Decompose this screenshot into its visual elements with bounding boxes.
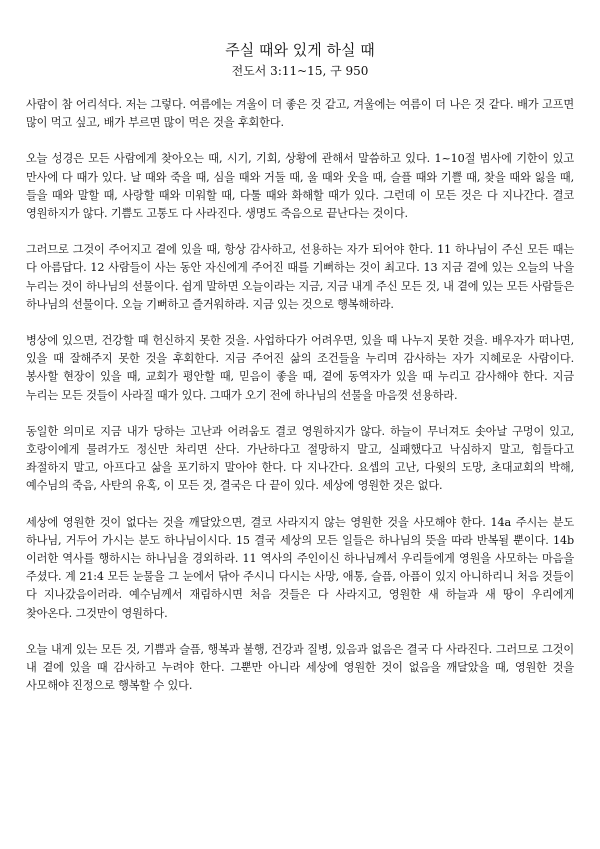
page-title: 주실 때와 있게 하실 때: [225, 41, 375, 59]
paragraph-2: 오늘 성경은 모든 사람에게 찾아오는 때, 시기, 기회, 상황에 관해서 말씀하고 있다. 1~10절 범사에 기한이 있고 만사에 다 때가 있다. 날 때와 죽을 때, 심을 때와 거둘 때, 울 때와 웃을 때, 슬플 때와 기쁠 때, 찾을 때와 잃을 때, 들을 때와 말할 때, 사랑할 때와 미워할 때, 다툴 때와 화해할 때가 있다. 그런데 이 모든 것은 다 지나간다. 결코 영원하지가 않다. 기쁨도 고통도 다 사라진다. 생명도 죽음으로 끝난다는 것이다.: [26, 152, 574, 221]
paragraph-4: 병상에 있으면, 건강할 때 헌신하지 못한 것을. 사업하다가 어려우면, 있을 때 나누지 못한 것을. 배우자가 떠나면, 있을 때 잘해주지 못한 것을 후회한다. 지금 주어진 삶의 조건들을 누리며 감사하는 자가 지혜로운 사람이다. 봉사할 현장이 있을 때, 교회가 평안할 때, 믿음이 좋을 때, 곁에 동역자가 있을 때 누리고 감사해야 한다. 지금 누리는 모든 것들이 사라질 때가 있다. 그때가 오기 전에 하나님의 선물을 마음껏 선용하라.: [26, 334, 574, 402]
paragraph-1: 사람이 참 어리석다. 저는 그렇다. 여름에는 겨울이 더 좋은 것 같고, 겨울에는 여름이 더 나은 것 같다. 배가 고프면 많이 먹고 싶고, 배가 부르면 많이 먹은 것을 후회한다.: [26, 98, 574, 130]
paragraph-3: 그러므로 그것이 주어지고 곁에 있을 때, 항상 감사하고, 선용하는 자가 되어야 한다. 11 하나님이 주신 모든 때는 다 아름답다. 12 사람들이 사는 동안 자신에게 주어진 때를 기뻐하는 것이 최고다. 13 지금 곁에 있는 오늘의 낙을 누리는 것이 하나님의 선물이다. 쉽게 말하면 오늘이라는 지금, 지금 내게 주신 모든 것, 내 곁에 있는 모든 사람들은 하나님의 선물이다. 오늘 기뻐하고 즐거워하라. 지금 있는 것으로 행복해하라.: [26, 243, 574, 311]
paragraph-6: 세상에 영원한 것이 없다는 것을 깨달았으면, 결코 사라지지 않는 영원한 것을 사모해야 한다. 14a 주시는 분도 하나님, 거두어 가시는 분도 하나님이시다. 15 결국 세상의 모든 일들은 하나님의 뜻을 따라 반복될 뿐이다. 14b 이러한 역사를 행하시는 하나님을 경외하라. 11 역사의 주인이신 하나님께서 우리들에게 영원을 사모하는 마음을 주셨다. 계 21:4 모든 눈물을 그 눈에서 닦아 주시니 다시는 사망, 애통, 슬픔, 아픔이 있지 아니하리니 처음 것들이 다 지나갔음이러라. 예수님께서 재림하시면 처음 것들은 다 사라지고, 영원한 새 하늘과 새 땅이 우리에게 찾아온다. 그것만이 영원하다.: [26, 515, 574, 620]
paragraph-7: 오늘 내게 있는 모든 것, 기쁨과 슬픔, 행복과 불행, 건강과 질병, 있음과 없음은 결국 다 사라진다. 그러므로 그것이 내 곁에 있을 때 감사하고 누려야 한다. 그뿐만 아니라 세상에 영원한 것이 없음을 깨달았을 때, 영원한 것을 사모해야 진정으로 행복할 수 있다.: [26, 642, 574, 693]
scripture-reference: 전도서 3:11~15, 구 950: [231, 64, 369, 78]
paragraph-5: 동일한 의미로 지금 내가 당하는 고난과 어려움도 결코 영원하지가 않다. 하늘이 무너져도 솟아날 구멍이 있고, 호랑이에게 물려가도 정신만 차리면 산다. 가난하다고 절망하지 말고, 실패했다고 낙심하지 말고, 힘들다고 좌절하지 말고, 아프다고 삶을 포기하지 말아야 한다. 다 지나간다. 요셉의 고난, 다윗의 도망, 초대교회의 박해, 예수님의 죽음, 사탄의 유혹, 이 모든 것, 결국은 다 끝이 있다. 세상에 영원한 것은 없다.: [26, 424, 574, 493]
